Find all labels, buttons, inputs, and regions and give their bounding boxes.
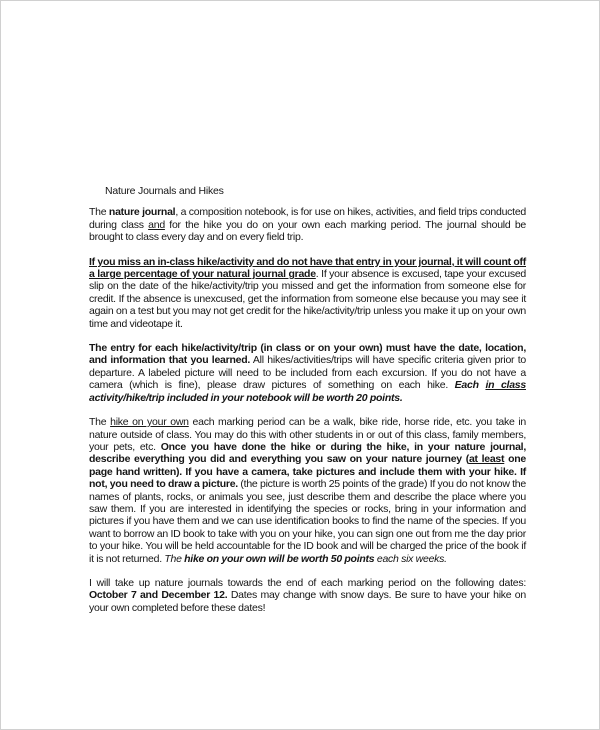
- text-run: (the picture is worth 25 points of the grade) If you do not know the names of plants, rocks, or animals you see, just describe them and describe the place where you saw them. If you are interested in identifying the species or rocks, bring in your information and pictures if you have them and we can use identification books to find the name of the species. If you want to borrow an ID book to take with you on your hike, you can sign one out from me the day prior to your hike. You will be held accountable for the ID book and will be charged the price of the book if it is not returned.: [89, 478, 526, 565]
- document-content: [89, 185, 526, 614]
- text-run: All hikes/activities/trips will have specific criteria given prior to departure. A labeled picture will need to be included from each excursion. If you do not have a camera (which is fine), please draw pictures of something on each hike.: [89, 354, 526, 392]
- text-run: , a composition notebook, is for use on hikes, activities, and field trips conducted during class: [89, 206, 527, 231]
- text-run: I will take up nature journals towards the end of each marking period on the following dates:: [89, 576, 526, 589]
- text-run: The: [89, 206, 109, 219]
- text-run: The entry for each hike/activity/trip (in class or on your own) must have the date, location, and information that you learned.: [89, 342, 526, 367]
- text-run: If you miss an in-class hike/activity and do not have that entry in your journal, it will count off a large percentage of your natural journal grade: [89, 255, 526, 281]
- document-title: Nature Journals and Hikes: [105, 185, 224, 197]
- text-run: each six weeks.: [374, 552, 447, 565]
- text-run: hike on your own will be worth 50 points: [184, 552, 375, 565]
- text-run: . If your absence is excused, tape your excused slip on the date of the hike/activity/trip you missed and get the information from someone else for credit. If the absence is unexcused, get the information from someone else because you may see it again on a test but you may not get credit for the hike/activity/trip unless you make it up on your own time and videotape it.: [89, 268, 526, 330]
- text-run: in class: [485, 379, 526, 392]
- paragraph-collection-dates: [89, 577, 526, 614]
- paragraph-missed-hike-policy: [89, 256, 526, 330]
- text-run: Dates may change with snow days. Be sure to have your hike on your own completed before these dates!: [89, 589, 526, 614]
- text-run: nature journal: [108, 206, 176, 219]
- text-run: for the hike you do on your own each marking period. The journal should be brought to class every day and on every field trip.: [89, 218, 527, 244]
- text-run: October 7 and December 12.: [89, 589, 228, 602]
- text-run: The: [89, 416, 111, 429]
- text-run: Each: [454, 379, 486, 392]
- text-run: at least: [468, 453, 505, 466]
- paragraph-entry-requirements: [89, 342, 526, 404]
- text-run: one page hand written). If you have a camera, take pictures and include them with your hike. If not, you need to draw a picture.: [89, 453, 526, 491]
- text-run: and: [148, 218, 165, 231]
- text-run: hike on your own: [110, 416, 189, 429]
- paragraph-intro: [89, 206, 526, 243]
- text-run: each marking period can be a walk, bike ride, horse ride, etc. you take in nature outside of class. You may do this with other students in or out of this class, family members, your pets, etc.: [89, 416, 527, 453]
- text-run: Once you have done the hike or during the hike, in your nature journal, describe everything you did and everything you saw on your nature journey (: [89, 440, 526, 466]
- text-run: The: [164, 552, 185, 565]
- paragraph-own-hike-instructions: [89, 416, 526, 565]
- text-run: activity/hike/trip included in your notebook will be worth 20 points.: [89, 391, 403, 404]
